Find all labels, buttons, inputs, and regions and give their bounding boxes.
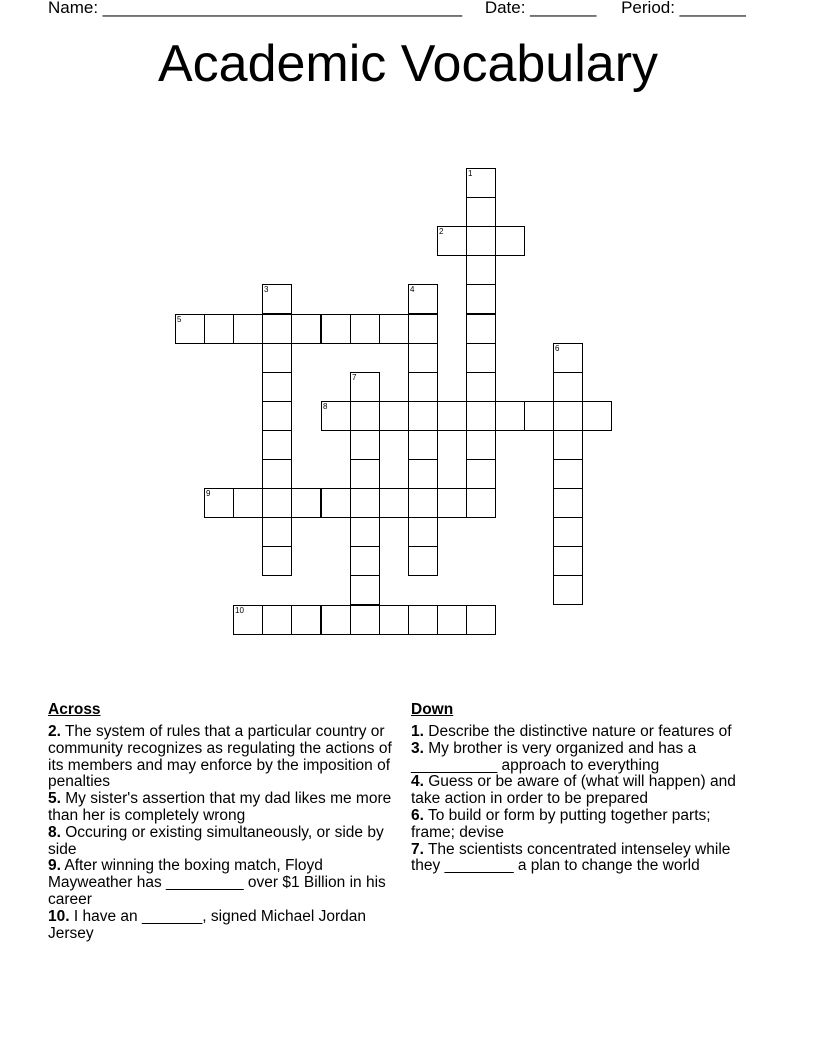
grid-cell[interactable]: [350, 372, 380, 402]
grid-cell[interactable]: [291, 314, 321, 344]
grid-cell[interactable]: [466, 459, 496, 489]
across-heading: Across: [48, 701, 101, 718]
grid-cell[interactable]: [262, 488, 292, 518]
clue-across-5: 5. My sister's assertion that my dad likes me more than her is completely wrong: [48, 790, 392, 824]
grid-cell[interactable]: [350, 546, 380, 576]
grid-cell[interactable]: [466, 372, 496, 402]
grid-cell[interactable]: [553, 546, 583, 576]
grid-cell[interactable]: [553, 488, 583, 518]
grid-cell[interactable]: [466, 284, 496, 314]
grid-cell[interactable]: [350, 517, 380, 547]
grid-cell[interactable]: [262, 605, 292, 635]
clue-down-7: 7. The scientists concentrated intenseley while they ________ a plan to change the world: [411, 840, 731, 875]
grid-cell[interactable]: [408, 343, 438, 373]
grid-cell[interactable]: [408, 401, 438, 431]
grid-cell[interactable]: [466, 314, 496, 344]
cell-number: 2: [439, 227, 444, 236]
grid-cell[interactable]: [262, 284, 292, 314]
grid-cell[interactable]: [291, 605, 321, 635]
grid-cell[interactable]: [233, 605, 263, 635]
grid-cell[interactable]: [262, 401, 292, 431]
grid-cell[interactable]: [408, 517, 438, 547]
grid-cell[interactable]: [466, 430, 496, 460]
grid-cell[interactable]: [262, 517, 292, 547]
grid-cell[interactable]: [350, 488, 380, 518]
grid-cell[interactable]: [321, 314, 351, 344]
grid-cell[interactable]: [437, 605, 467, 635]
clue-down-6: 6. To build or form by putting together parts; frame; devise: [411, 806, 711, 841]
cell-number: 10: [235, 606, 244, 615]
grid-cell[interactable]: [466, 255, 496, 285]
grid-cell[interactable]: [408, 605, 438, 635]
grid-cell[interactable]: [350, 314, 380, 344]
grid-cell[interactable]: [466, 343, 496, 373]
cell-number: 6: [555, 344, 560, 353]
header-fields: [48, 0, 768, 20]
grid-cell[interactable]: [466, 168, 496, 198]
grid-cell[interactable]: [466, 197, 496, 227]
clue-down-4: 4. Guess or be aware of (what will happen) and take action in order to be prepared: [411, 773, 736, 808]
across-clues: [48, 700, 404, 942]
grid-cell[interactable]: [466, 488, 496, 518]
grid-cell[interactable]: [321, 605, 351, 635]
grid-cell[interactable]: [524, 401, 554, 431]
grid-cell[interactable]: [553, 575, 583, 605]
grid-cell[interactable]: [408, 459, 438, 489]
grid-cell[interactable]: [495, 226, 525, 256]
grid-cell[interactable]: [553, 430, 583, 460]
cell-number: 4: [410, 285, 415, 294]
grid-cell[interactable]: [262, 314, 292, 344]
grid-cell[interactable]: [379, 605, 409, 635]
grid-cell[interactable]: [408, 488, 438, 518]
grid-cell[interactable]: [553, 517, 583, 547]
grid-cell[interactable]: [233, 314, 263, 344]
grid-cell[interactable]: [262, 372, 292, 402]
grid-cell[interactable]: [321, 401, 351, 431]
grid-cell[interactable]: [350, 401, 380, 431]
period-field[interactable]: Period: _______: [621, 0, 746, 17]
cell-number: 3: [264, 285, 269, 294]
clue-across-8: 8. Occuring or existing simultaneously, or side by side: [48, 823, 384, 858]
grid-cell[interactable]: [379, 401, 409, 431]
grid-cell[interactable]: [204, 488, 234, 518]
down-clues: [411, 700, 756, 875]
clue-across-10: 10. I have an _______, signed Michael Jordan Jersey: [48, 907, 366, 942]
grid-cell[interactable]: [262, 546, 292, 576]
cell-number: 8: [323, 402, 328, 411]
cell-number: 9: [206, 489, 211, 498]
grid-cell[interactable]: [495, 401, 525, 431]
grid-cell[interactable]: [408, 284, 438, 314]
grid-cell[interactable]: [291, 488, 321, 518]
grid-cell[interactable]: [262, 459, 292, 489]
grid-cell[interactable]: [466, 226, 496, 256]
grid-cell[interactable]: [350, 430, 380, 460]
grid-cell[interactable]: [408, 314, 438, 344]
cell-number: 5: [177, 315, 182, 324]
grid-cell[interactable]: [553, 372, 583, 402]
grid-cell[interactable]: [379, 314, 409, 344]
grid-cell[interactable]: [175, 314, 205, 344]
grid-cell[interactable]: [466, 605, 496, 635]
grid-cell[interactable]: [553, 401, 583, 431]
grid-cell[interactable]: [408, 546, 438, 576]
grid-cell[interactable]: [379, 488, 409, 518]
clue-across-9: 9. After winning the boxing match, Floyd Mayweather has _________ over $1 Billion in his career: [48, 857, 386, 908]
grid-cell[interactable]: [437, 401, 467, 431]
cell-number: 7: [352, 373, 357, 382]
grid-cell[interactable]: [233, 488, 263, 518]
grid-cell[interactable]: [350, 605, 380, 635]
down-heading: Down: [411, 701, 454, 718]
grid-cell[interactable]: [582, 401, 612, 431]
clue-down-3: 3. My brother is very organized and has a __________ approach to everything: [411, 739, 697, 774]
grid-cell[interactable]: [262, 430, 292, 460]
page-title: Academic Vocabulary: [157, 35, 659, 93]
grid-cell[interactable]: [350, 459, 380, 489]
grid-cell[interactable]: [553, 459, 583, 489]
grid-cell[interactable]: [408, 430, 438, 460]
clue-across-2: 2. The system of rules that a particular country or community recognizes as regulating the actions of its members and may enforce by the imposition of penalties: [48, 723, 392, 791]
name-field[interactable]: Name: ______________________________________: [48, 0, 463, 17]
grid-cell[interactable]: [408, 372, 438, 402]
grid-cell[interactable]: [321, 488, 351, 518]
grid-cell[interactable]: [466, 401, 496, 431]
grid-cell[interactable]: [437, 226, 467, 256]
grid-cell[interactable]: [350, 575, 380, 605]
cell-number: 1: [468, 169, 473, 178]
grid-cell[interactable]: [553, 343, 583, 373]
clue-down-1: 1. Describe the distinctive nature or features of: [411, 723, 732, 740]
date-field[interactable]: Date: _______: [484, 0, 597, 17]
grid-cell[interactable]: [437, 488, 467, 518]
grid-cell[interactable]: [204, 314, 234, 344]
grid-cell[interactable]: [262, 343, 292, 373]
